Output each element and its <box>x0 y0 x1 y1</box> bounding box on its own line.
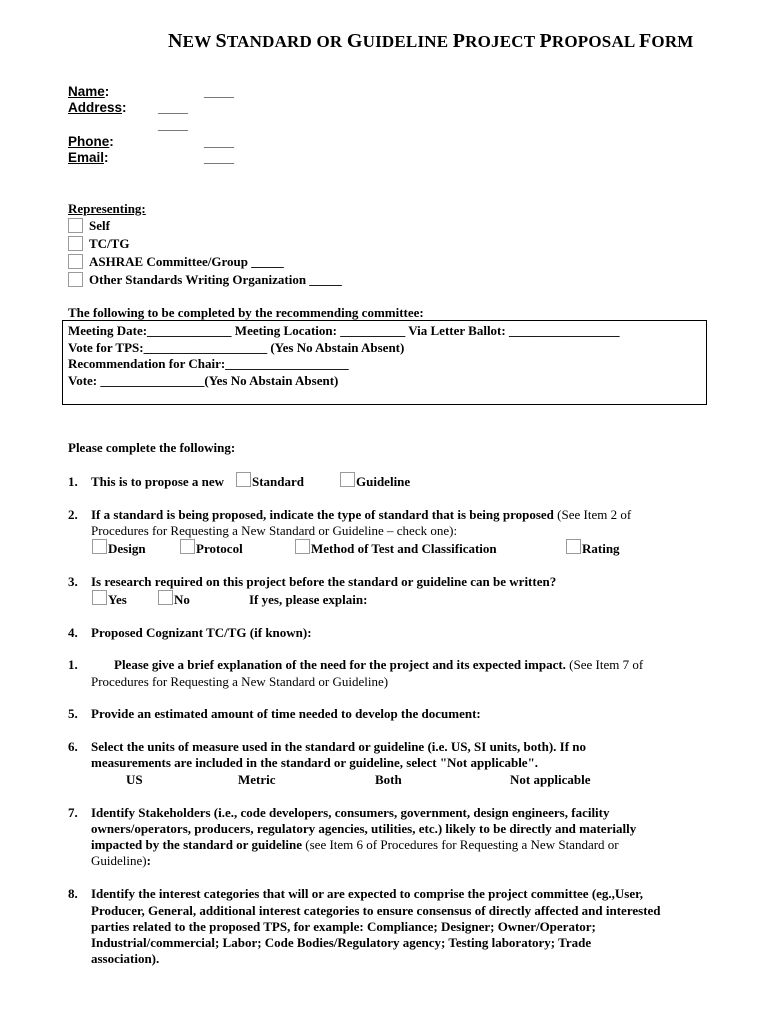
name-label: Name: <box>68 84 110 99</box>
option-method-of-test-label: Method of Test and Classification <box>311 541 497 556</box>
option-no-label: No <box>174 592 190 607</box>
option-ashrae-committee-label: ASHRAE Committee/Group _____ <box>89 254 284 269</box>
committee-heading: The following to be completed by the recommending committee: <box>68 305 424 320</box>
q6-number: 6. <box>68 739 78 754</box>
q8-text-line-4: Industrial/commercial; Labor; Code Bodies/Regulatory agency; Testing laboratory; Trade <box>91 935 592 950</box>
option-design-label: Design <box>108 541 146 556</box>
page-title: NEW STANDARD OR GUIDELINE PROJECT PROPOSAL FORM <box>168 30 694 52</box>
q5-text: Provide an estimated amount of time needed to develop the document: <box>91 706 481 721</box>
name-field[interactable]: ____ <box>204 84 235 99</box>
instructions: Please complete the following: <box>68 440 236 455</box>
option-not-applicable-label[interactable]: Not applicable <box>510 772 591 787</box>
email-field[interactable]: ____ <box>204 150 235 165</box>
q2-text: If a standard is being proposed, indicate the type of standard that is being proposed (See Item 2 of <box>91 507 632 522</box>
q4-text: Proposed Cognizant TC/TG (if known): <box>91 625 312 640</box>
email-label: Email: <box>68 150 109 165</box>
q7-text-line-2: owners/operators, producers, regulatory agencies, utilities, etc.) likely to be directly and materially <box>91 821 637 836</box>
address-label: Address: <box>68 100 127 115</box>
q8-text-line-3: parties related to the proposed TPS, for example: Compliance; Designer; Owner/Operator; <box>91 919 596 934</box>
q3-explain: If yes, please explain: <box>249 592 368 607</box>
option-tctg-label: TC/TG <box>89 236 130 251</box>
q7-number: 7. <box>68 805 78 820</box>
q8-text-line-2: Producer, General, additional interest categories to ensure consensus of directly affected and interested <box>91 903 661 918</box>
q8-text: Identify the interest categories that will or are expected to comprise the project committee (eg.,User, <box>91 886 643 901</box>
option-us-label[interactable]: US <box>126 772 143 787</box>
checkbox-protocol[interactable] <box>180 539 195 554</box>
q-explanation-text: Please give a brief explanation of the need for the project and its expected impact. (See Item 7 of <box>114 657 644 672</box>
q-explanation-text-line-2: Procedures for Requesting a New Standard or Guideline) <box>91 674 389 689</box>
checkbox-yes[interactable] <box>92 590 107 605</box>
checkbox-rating[interactable] <box>566 539 581 554</box>
committee-vote-line[interactable]: Vote: ________________(Yes No Abstain Absent) <box>68 373 339 388</box>
checkbox-no[interactable] <box>158 590 173 605</box>
option-yes-label: Yes <box>108 592 127 607</box>
q7-text-line-3: impacted by the standard or guideline (see Item 6 of Procedures for Requesting a New Standard or <box>91 837 619 852</box>
q7-text: Identify Stakeholders (i.e., code developers, consumers, government, design engineers, facility <box>91 805 610 820</box>
committee-meeting-line[interactable]: Meeting Date:_____________ Meeting Location: __________ Via Letter Ballot: _________________ <box>68 323 620 338</box>
q1-number: 1. <box>68 474 78 489</box>
checkbox-guideline[interactable] <box>340 472 355 487</box>
option-other-sdo-label: Other Standards Writing Organization _____ <box>89 272 342 287</box>
q8-text-line-5: association). <box>91 951 160 966</box>
address-field-line-1[interactable]: ____ <box>158 100 189 115</box>
checkbox-self[interactable] <box>68 218 83 233</box>
q7-text-line-4: Guideline): <box>91 853 151 868</box>
option-both-label[interactable]: Both <box>375 772 402 787</box>
committee-vote-tps-line[interactable]: Vote for TPS:___________________ (Yes No Abstain Absent) <box>68 340 405 355</box>
representing-heading: Representing: <box>68 201 146 216</box>
checkbox-other-sdo[interactable] <box>68 272 83 287</box>
option-protocol-label: Protocol <box>196 541 243 556</box>
q2-number: 2. <box>68 507 78 522</box>
option-standard-label: Standard <box>252 474 305 489</box>
q1-text: This is to propose a new <box>91 474 225 489</box>
committee-recommendation-line[interactable]: Recommendation for Chair:___________________ <box>68 356 349 371</box>
q5-number: 5. <box>68 706 78 721</box>
option-self-label: Self <box>89 218 110 233</box>
q3-number: 3. <box>68 574 78 589</box>
address-field-line-2[interactable]: ____ <box>158 117 189 132</box>
phone-field[interactable]: ____ <box>204 134 235 149</box>
option-guideline-label: Guideline <box>356 474 411 489</box>
option-rating-label: Rating <box>582 541 620 556</box>
q6-text-line-2: measurements are included in the standard or guideline, select "Not applicable". <box>91 755 539 770</box>
q2-text-line-2: Procedures for Requesting a New Standard or Guideline – check one): <box>91 523 458 538</box>
checkbox-tctg[interactable] <box>68 236 83 251</box>
q4-number: 4. <box>68 625 78 640</box>
option-metric-label[interactable]: Metric <box>238 772 276 787</box>
q6-text: Select the units of measure used in the standard or guideline (i.e. US, SI units, both). If no <box>91 739 587 754</box>
checkbox-design[interactable] <box>92 539 107 554</box>
checkbox-ashrae-committee[interactable] <box>68 254 83 269</box>
checkbox-method-of-test[interactable] <box>295 539 310 554</box>
checkbox-standard[interactable] <box>236 472 251 487</box>
q-explanation-number: 1. <box>68 657 78 672</box>
q3-text: Is research required on this project before the standard or guideline can be written? <box>91 574 557 589</box>
q8-number: 8. <box>68 886 78 901</box>
phone-label: Phone: <box>68 134 114 149</box>
